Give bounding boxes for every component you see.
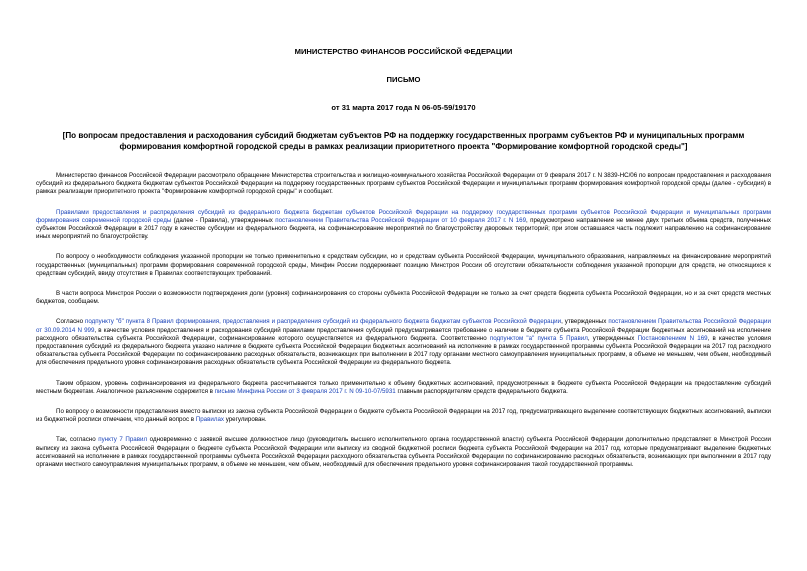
paragraph-text: , в качестве условия предоставления субсидий из федерального бюджета указано наличие в бюджете субъекта Российской Федерации бюджетных ассигнований на исполнение в рамках государственной программы субъекта Российской Федерации на 2017 год расходного обязательства субъекта Российской Федерации по софинансированию расходных обязательств, возникающих при выполнении в 2017 году органами местного самоуправления муниципальных программ, в объеме не меньшем, чем объем, необходимый для обеспечения предельного уровня софинансирования расходных обязательств субъекта Российской Федерации из федерального бюджета. (36, 334, 771, 367)
paragraph-4 (36, 290, 771, 306)
link-point-7[interactable]: пункту 7 Правил (98, 436, 148, 444)
paragraph-text: (далее - Правила), утвержденных (171, 216, 276, 224)
paragraph-text: урегулирован. (223, 416, 267, 424)
paragraph-text: Таким образом, уровень софинансирования из федерального бюджета рассчитывается только применительно к объему бюджетных ассигнований, предусмотренных в бюджете субъекта Российской Федерации на предоставление субсидий местным бюджетам. Аналогичное разъяснение содержится в (36, 379, 771, 395)
link-subpoint-a-point-5[interactable]: подпунктом "а" пункта 5 Правил (489, 334, 588, 342)
link-rules[interactable]: Правилами предоставления и распределения субсидий из федерального бюджета бюджетам субъектов Российской Федерации на поддержку государственных программ субъектов Российской Федерации и муниципальных программ формирования современной городской среды (36, 208, 771, 224)
paragraph-text: главным распорядителям средств федерального бюджета. (395, 387, 568, 395)
link-resolution-999[interactable]: постановлением Правительства Российской Федерации от 30.09.2014 N 999 (36, 318, 771, 334)
paragraph-8 (36, 436, 771, 469)
paragraph-text: , утвержденных (587, 334, 638, 342)
link-rules-short[interactable]: Правилах (195, 416, 224, 424)
paragraph-text: По вопросу о возможности представления вместо выписки из закона субъекта Российской Федерации о бюджете субъекта Российской Федерации на 2017 год, предусматривающего выделение соответствующих бюджетных ассигнований, выписки из бюджетной росписи отмечаем, что данный вопрос в (36, 408, 771, 424)
document-type: ПИСЬМО (386, 75, 421, 84)
paragraph-2 (36, 209, 771, 242)
paragraph-text: Министерство финансов Российской Федерации рассмотрело обращение Министерства строительства и жилищно-коммунального хозяйства Российской Федерации от 9 февраля 2017 г. N 3839-НС/06 по вопросам предоставления и расходования субсидий из федерального бюджета бюджетам субъектов Российской Федерации на поддержку государственных программ субъектов Российской Федерации и муниципальных программ формирования комфортной городской среды (далее - субсидия) в рамках реализации приоритетного проекта "Формирование комфортной городской среды" и сообщает. (36, 172, 771, 196)
paragraph-text: , предусмотрено направление не менее двух третьих объема средств, полученных субъектом Российской Федерации в 2017 году в качестве субсидии из федерального бюджета, на софинансирование мероприятий по благоустройству дворовых территорий; при этом оставшаяся часть подлежит направлению на софинансирование иных мероприятий по благоустройству. (36, 216, 772, 241)
paragraph-text: Согласно (56, 318, 85, 326)
paragraph-6 (36, 380, 771, 396)
link-minfin-letter[interactable]: письме Минфина России от 3 февраля 2017 г. N 09-10-07/5931 (214, 387, 396, 395)
paragraph-text: , утвержденных (561, 318, 609, 326)
link-subpoint-b-point-8[interactable]: подпункту "б" пункта 8 Правил формирования, предоставления и распределения субсидий из федерального бюджета бюджетам субъектов Российской Федерации (85, 318, 562, 326)
paragraph-7 (36, 408, 771, 424)
paragraph-5 (36, 318, 771, 367)
ministry-title: МИНИСТЕРСТВО ФИНАНСОВ РОССИЙСКОЙ ФЕДЕРАЦИИ (294, 47, 513, 56)
paragraph-text: , в качестве условия предоставления и расходования субсидий правилами предоставления субсидий предусматривается требование о наличии в бюджете субъекта Российской Федерации бюджетных ассигнований на исполнение расходного обязательства субъекта Российской Федерации, софинансирование которого осуществляется из федерального бюджета. Соответственно (36, 326, 772, 342)
document-subject: [По вопросам предоставления и расходования субсидий бюджетам субъектов РФ на поддержку государственных программ субъектов РФ и муниципальных программ формирования комфортной городской среды в рамках реализации приоритетного проекта "Формирование комфортной городской среды"] (62, 131, 745, 151)
paragraph-text: Так, согласно (56, 436, 99, 444)
paragraph-1 (36, 172, 771, 197)
paragraph-3 (36, 253, 771, 278)
link-resolution-169-short[interactable]: Постановлением N 169 (637, 334, 708, 342)
paragraph-text: В части вопроса Минстроя России о возможности подтверждения доли (уровня) софинансирования со стороны субъекта Российской Федерации не только за счет средств бюджета субъекта Российской Федерации, но и за счет средств местных бюджетов, сообщаем. (36, 290, 771, 306)
paragraph-text: одновременно с заявкой высшее должностное лицо (руководитель высшего исполнительного органа государственной власти) субъекта Российской Федерации дополнительно представляет в Минстрой России выписку из закона субъекта Российской Федерации о бюджете субъекта Российской Федерации или выписку из сводной бюджетной росписи бюджета субъекта Российской Федерации на 2017 год, которые предусматривают выделение бюджетных ассигнований на исполнение в рамках государственной программы субъекта Российской Федерации расходного обязательства субъекта Российской Федерации по софинансированию расходных обязательств, возникающих при выполнении в 2017 году органами местного самоуправления муниципальных программ, в объеме не меньшем, чем объем, необходимый для обеспечения предельного уровня софинансирования такой государственной программы. (36, 436, 771, 469)
link-resolution-169[interactable]: постановлением Правительства Российской Федерации от 10 февраля 2017 г. N 169 (275, 216, 527, 224)
paragraph-text: По вопросу о необходимости соблюдения указанной пропорции не только применительно к средствам субсидии, но и средствам субъекта Российской Федерации, муниципального образования, направляемых на финансирование мероприятий государственных (муниципальных) программ формирования современной городской среды, Минфин России поддерживает позицию Минстроя России об отсутствии обязательности соблюдения указанной пропорции для средств, не относящихся к средствам субсидий, ввиду отсутствия в Правилах соответствующих требований. (36, 253, 771, 277)
document-date-number: от 31 марта 2017 года N 06-05-59/19170 (331, 103, 476, 112)
